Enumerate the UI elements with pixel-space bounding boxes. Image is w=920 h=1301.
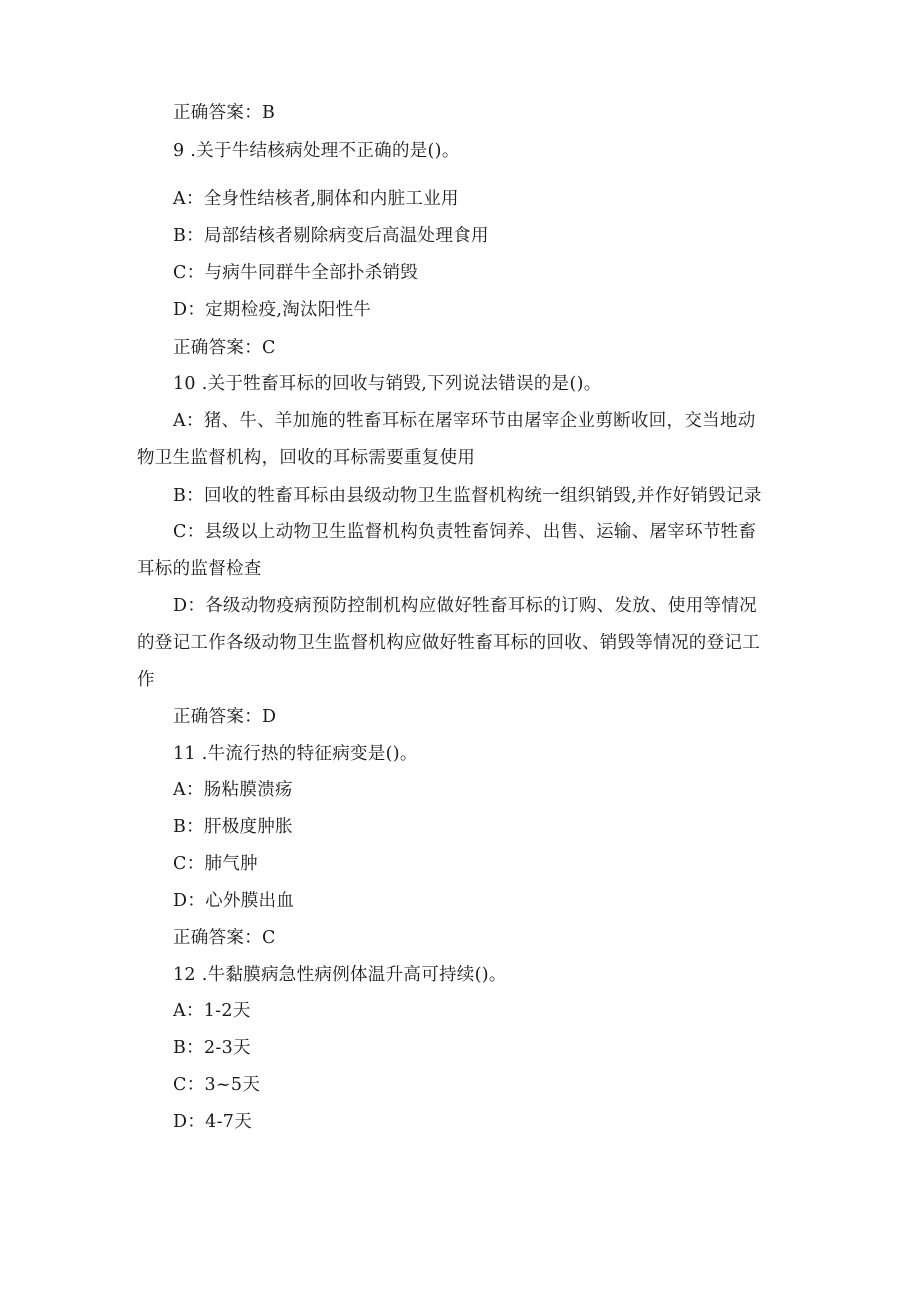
q12-option-b: B：2-3天 — [173, 1038, 251, 1058]
q12-option-c: C：3~5天 — [173, 1075, 261, 1095]
question-11: 11 .牛流行热的特征病变是()。 — [173, 744, 418, 764]
q9-option-c: C：与病牛同群牛全部扑杀销毁 — [173, 263, 419, 283]
q11-option-b: B：肝极度肿胀 — [173, 817, 293, 837]
question-10: 10 .关于牲畜耳标的回收与销毁,下列说法错误的是()。 — [173, 374, 602, 394]
answer-q9: 正确答案：C — [173, 338, 276, 358]
question-12: 12 .牛黏膜病急性病例体温升高可持续()。 — [173, 965, 507, 985]
answer-q11: 正确答案：C — [173, 928, 276, 948]
q10-option-a-line2: 物卫生监督机构，回收的耳标需要重复使用 — [137, 448, 476, 468]
q12-option-d: D：4-7天 — [173, 1112, 253, 1132]
q10-option-d-line1: D：各级动物疫病预防控制机构应做好牲畜耳标的订购、发放、使用等情况 — [173, 596, 757, 616]
q10-option-a-line1: A：猪、牛、羊加施的牲畜耳标在屠宰环节由屠宰企业剪断收回，交当地动 — [173, 411, 756, 431]
q10-option-d-line3: 作 — [137, 670, 155, 690]
q11-option-c: C：肺气肿 — [173, 854, 258, 874]
q11-option-a: A：肠粘膜溃疡 — [173, 780, 293, 800]
q10-option-b: B：回收的牲畜耳标由县级动物卫生监督机构统一组织销毁,并作好销毁记录 — [173, 486, 762, 506]
q11-option-d: D：心外膜出血 — [173, 891, 295, 911]
q10-option-c-line2: 耳标的监督检查 — [137, 559, 262, 579]
q9-option-a: A：全身性结核者,胴体和内脏工业用 — [173, 189, 459, 209]
answer-q8: 正确答案：B — [173, 103, 276, 123]
question-9: 9 .关于牛结核病处理不正确的是()。 — [173, 141, 460, 161]
q10-option-c-line1: C：县级以上动物卫生监督机构负责牲畜饲养、出售、运输、屠宰环节牲畜 — [173, 522, 757, 542]
q9-option-d: D：定期检疫,淘汰阳性牛 — [173, 300, 372, 320]
q10-option-d-line2: 的登记工作各级动物卫生监督机构应做好牲畜耳标的回收、销毁等情况的登记工 — [137, 633, 760, 653]
q9-option-b: B：局部结核者剔除病变后高温处理食用 — [173, 226, 489, 246]
answer-q10: 正确答案：D — [173, 707, 277, 727]
q12-option-a: A：1-2天 — [173, 1001, 251, 1021]
